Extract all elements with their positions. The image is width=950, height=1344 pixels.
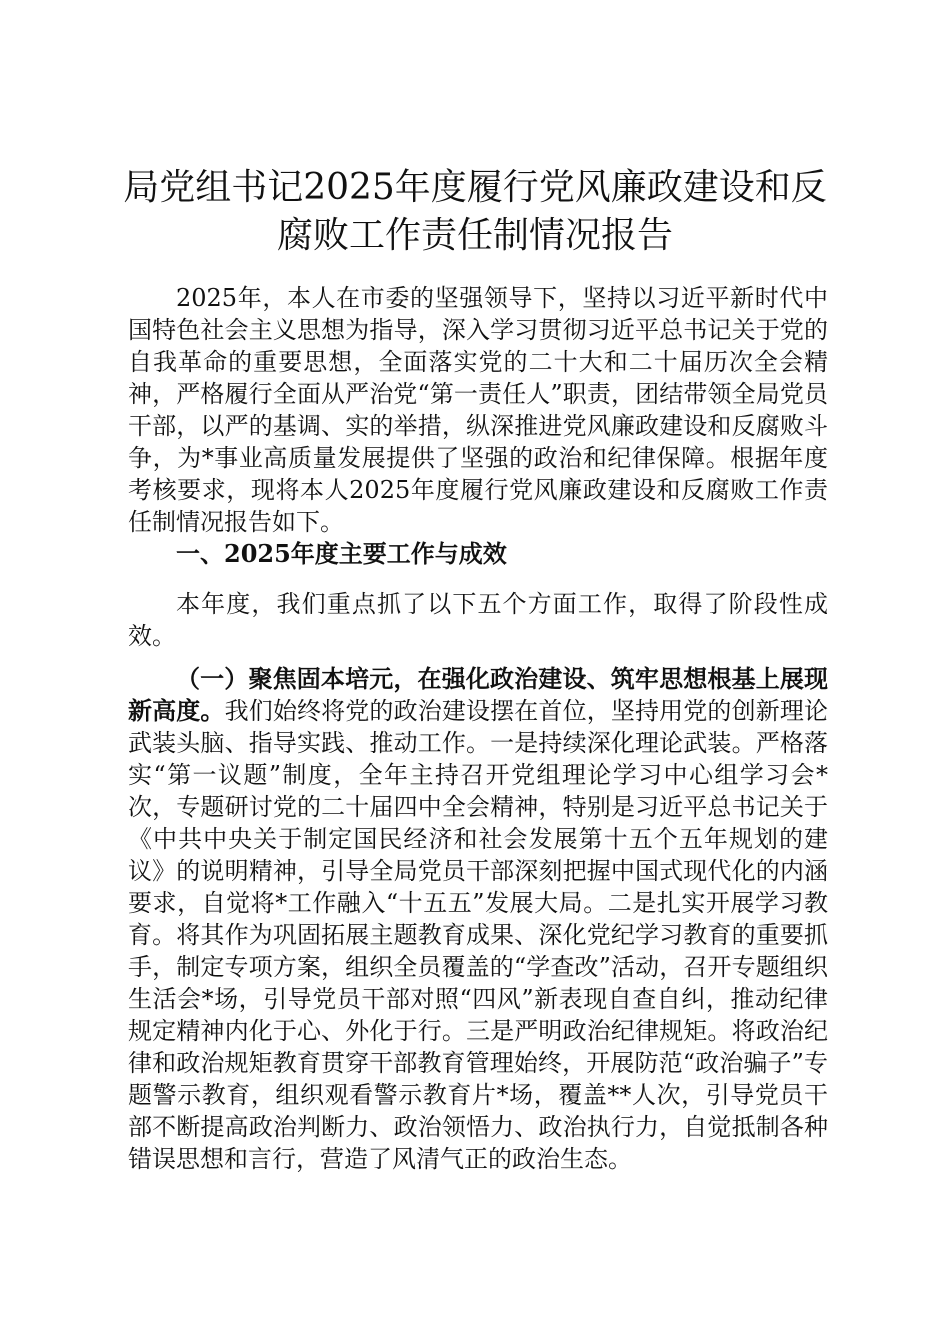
intro-paragraph: 2025年，本人在市委的坚强领导下，坚持以习近平新时代中国特色社会主义思想为指导，深入学习贯彻习近平总书记关于党的自我革命的重要思想，全面落实党的二十大和二十届历次全会精神，严格履行全面从严治党“第一责任人”职责，团结带领全局党员干部，以严的基调、实的举措，纵深推进党风廉政建设和反腐败斗争，为*事业高质量发展提供了坚强的政治和纪律保障。根据年度考核要求，现将本人2025年度履行党风廉政建设和反腐败工作责任制情况报告如下。 — [128, 284, 828, 536]
subsection-1-lead: （一）聚焦固本培元，在强化政治建设、筑牢思想根基上展现新高度。 — [128, 664, 828, 725]
subsection-1-paragraph — [128, 663, 828, 1175]
section-1-summary-paragraph: 本年度，我们重点抓了以下五个方面工作，取得了阶段性成效。 — [128, 590, 828, 650]
subsection-1-body: 我们始终将党的政治建设摆在首位，坚持用党的创新理论武装头脑、指导实践、推动工作。一是持续深化理论武装。严格落实“第一议题”制度，全年主持召开党组理论学习中心组学习会*次，专题研讨党的二十届四中全会精神，特别是习近平总书记关于《中共中央关于制定国民经济和社会发展第十五个五年规划的建议》的说明精神，引导全局党员干部深刻把握中国式现代化的内涵要求，自觉将*工作融入“十五五”发展大局。二是扎实开展学习教育。将其作为巩固拓展主题教育成果、深化党纪学习教育的重要抓手，制定专项方案，组织全员覆盖的“学查改”活动，召开专题组织生活会*场，引导党员干部对照“四风”新表现自查自纠，推动纪律规定精神内化于心、外化于行。三是严明政治纪律规矩。将政治纪律和政治规矩教育贯穿干部教育管理始终，开展防范“政治骗子”专题警示教育，组织观看警示教育片*场，覆盖**人次，引导党员干部不断提高政治判断力、政治领悟力、政治执行力，自觉抵制各种错误思想和言行，营造了风清气正的政治生态。 — [128, 697, 829, 1173]
section-heading-1: 一、2025年度主要工作与成效 — [176, 539, 507, 568]
document-title: 局党组书记2025年度履行党风廉政建设和反腐败工作责任制情况报告 — [123, 167, 827, 256]
